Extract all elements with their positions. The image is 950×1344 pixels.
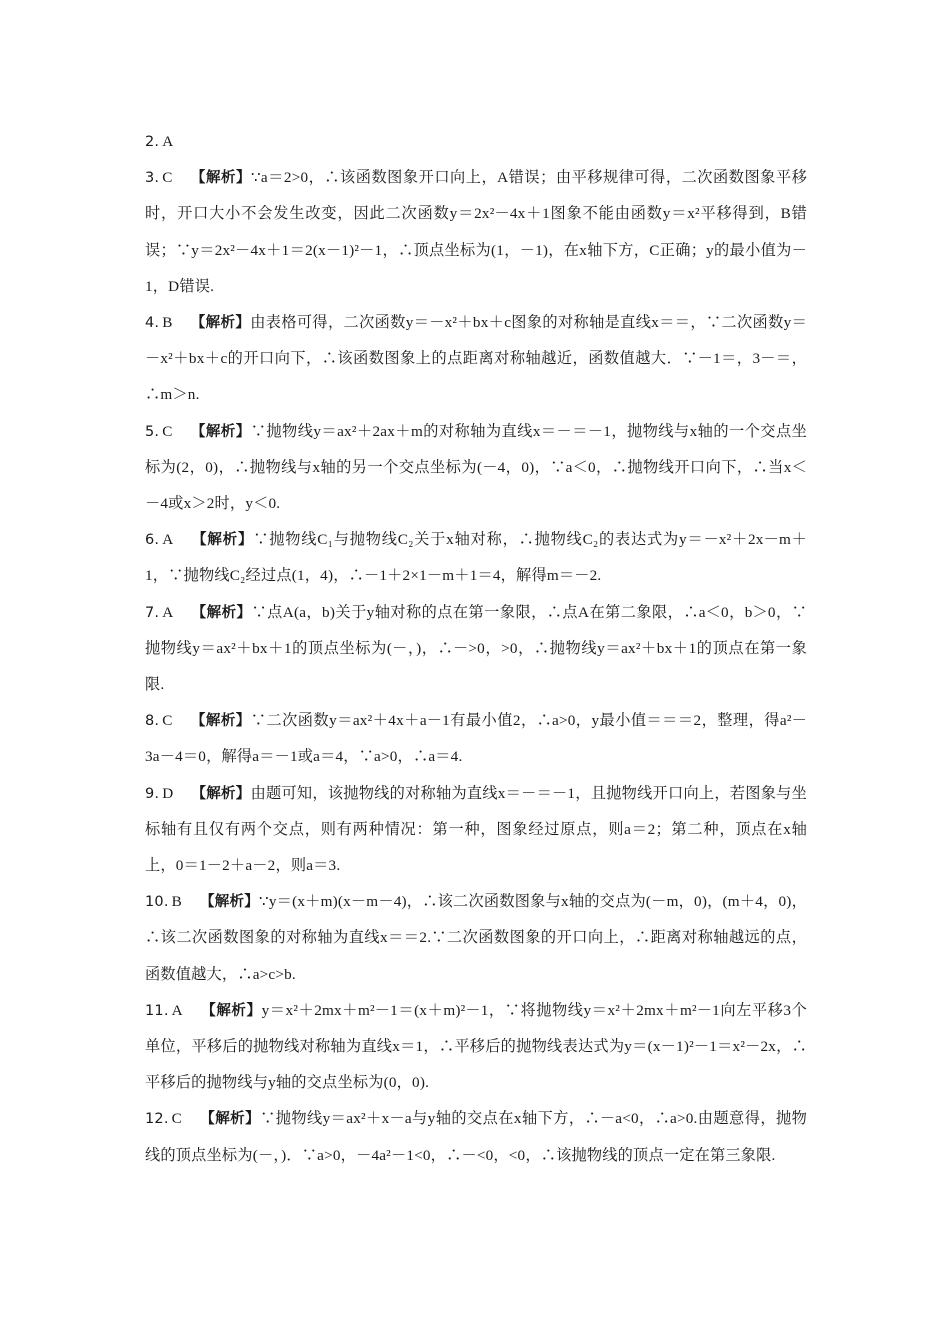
analysis-tag: 【解析】	[190, 170, 252, 187]
item-answer: B	[162, 314, 173, 332]
analysis-text: ∵二次函数y＝ax²＋4x＋a－1有最小值2，∴a>0，y最小值＝＝＝2，整理，得a²－3a－4＝0，解得a＝－1或a＝4，∵a>0，∴a＝4.	[145, 712, 807, 766]
item-number: 2.	[145, 134, 160, 150]
answer-item-3	[145, 160, 807, 305]
analysis-tag: 【解析】	[200, 1002, 262, 1019]
analysis-text: ∵a＝2>0，∴该函数图象开口向上，A错误；由平移规律可得，二次函数图象平移时，开口大小不会发生改变，因此二次函数y＝2x²－4x＋1图象不能由函数y＝x²平移得到，B错误；∵y＝2x²－4x＋1＝2(x－1)²－1，∴顶点坐标为(1，－1)，在x轴下方，C正确；y的最小值为－1，D错误.	[145, 169, 807, 295]
analysis-tag: 【解析】	[191, 532, 254, 549]
answer-item-7	[145, 595, 807, 704]
answer-item-8	[145, 703, 807, 775]
item-number: 4.	[145, 315, 160, 332]
item-number: 12.	[145, 1111, 169, 1128]
analysis-tag: 【解析】	[200, 894, 259, 911]
item-answer: B	[171, 893, 183, 911]
item-number: 10.	[145, 894, 169, 911]
analysis-tag: 【解析】	[200, 1111, 261, 1128]
answer-item-6	[145, 522, 807, 594]
answer-item-4	[145, 305, 807, 414]
analysis-text: ∵抛物线y＝ax²＋x－a与y轴的交点在x轴下方，∴－a<0，∴a>0.由题意得，抛物线的顶点坐标为(－，)．∵a>0，－4a²－1<0，∴－<0，<0，∴该抛物线的顶点一定在第三象限.	[145, 1110, 807, 1164]
answer-item-2	[145, 124, 807, 160]
item-number: 5.	[145, 423, 160, 440]
analysis-tag: 【解析】	[191, 785, 251, 802]
analysis-text: ∵抛物线C₁与抛物线C₂关于x轴对称，∴抛物线C₂的表达式为y＝－x²＋2x－m＋1，∵抛物线C₂经过点(1，4)，∴－1＋2×1－m＋1＝4，解得m＝－2.	[145, 531, 807, 585]
analysis-text: 由表格可得，二次函数y＝－x²＋bx＋c图象的对称轴是直线x＝＝，∵二次函数y＝－x²＋bx＋c的开口向下，∴该函数图象上的点距离对称轴越近，函数值越大．∵－1＝，3－＝，∴m＞n.	[145, 314, 807, 404]
analysis-text: ∵抛物线y＝ax²＋2ax＋m的对称轴为直线x＝－＝－1，抛物线与x轴的一个交点坐标为(2，0)，∴抛物线与x轴的另一个交点坐标为(－4，0)，∵a＜0，∴抛物线开口向下，∴当x＜－4或x＞2时，y＜0.	[145, 422, 807, 513]
answer-item-10	[145, 884, 807, 993]
analysis-tag: 【解析】	[191, 604, 252, 621]
answer-key	[145, 124, 807, 1174]
analysis-tag: 【解析】	[190, 423, 251, 440]
analysis-text: ∵y＝(x＋m)(x－m－4)，∴该二次函数图象与x轴的交点为(－m，0)，(m＋4，0)，∴该二次函数图象的对称轴为直线x＝＝2.∵二次函数图象的开口向上，∴距离对称轴越远的点，函数值越大，∴a>c>b.	[145, 893, 807, 983]
item-answer: C	[162, 169, 173, 187]
item-answer: C	[162, 712, 173, 730]
item-answer: C	[171, 1110, 183, 1128]
item-answer: A	[162, 531, 174, 549]
analysis-tag: 【解析】	[190, 315, 251, 332]
item-answer: C	[162, 422, 173, 440]
answer-item-12	[145, 1101, 807, 1173]
analysis-text: 由题可知，该抛物线的对称轴为直线x＝－＝－1，且抛物线开口向上，若图象与坐标轴有且仅有两个交点，则有两种情况：第一种，图象经过原点，则a＝2；第二种，顶点在x轴上，0＝1－2＋a－2，则a＝3.	[145, 784, 807, 875]
item-number: 3.	[145, 170, 160, 187]
item-answer: A	[171, 1001, 183, 1019]
analysis-text: ∵点A(a，b)关于y轴对称的点在第一象限，∴点A在第二象限，∴a＜0，b＞0，∵抛物线y＝ax²＋bx＋1的顶点坐标为(－，)，∴－>0，>0，∴抛物线y＝ax²＋bx＋1的顶点在第一象限.	[145, 603, 807, 694]
item-number: 9.	[145, 785, 160, 802]
item-number: 11.	[145, 1002, 169, 1019]
analysis-text: y＝x²＋2mx＋m²－1＝(x＋m)²－1，∵将抛物线y＝x²＋2mx＋m²－1向左平移3个单位，平移后的抛物线对称轴为直线x＝1，∴平移后的抛物线表达式为y＝(x－1)²－1＝x²－2x，∴平移后的抛物线与y轴的交点坐标为(0，0).	[145, 1001, 807, 1092]
analysis-tag: 【解析】	[190, 713, 251, 730]
item-answer: A	[162, 603, 174, 621]
item-number: 6.	[145, 532, 160, 549]
item-answer: D	[162, 784, 174, 802]
item-number: 8.	[145, 713, 160, 730]
item-answer: A	[162, 133, 174, 150]
item-number: 7.	[145, 604, 160, 621]
answer-item-5	[145, 414, 807, 523]
answer-item-11	[145, 993, 807, 1102]
answer-item-9	[145, 776, 807, 885]
